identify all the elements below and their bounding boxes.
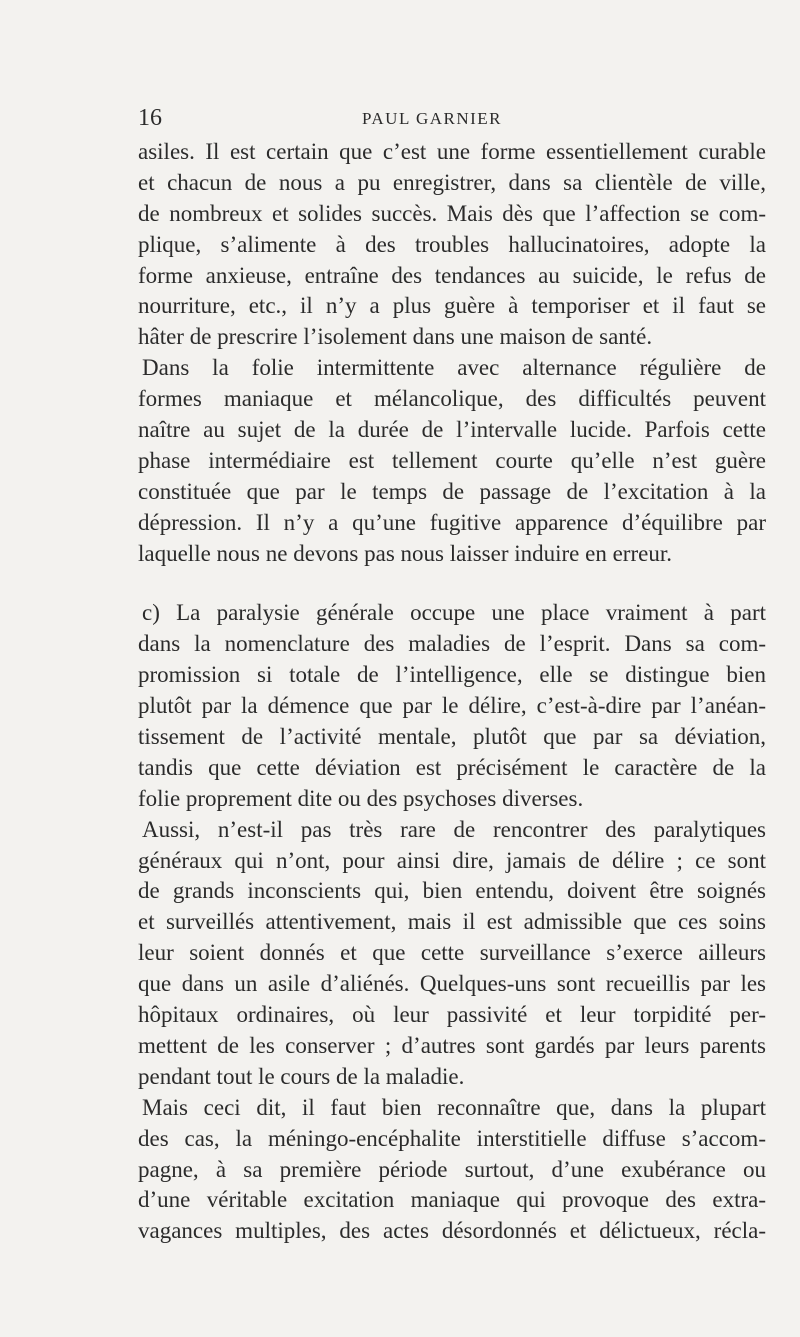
paragraph-gap <box>138 569 766 598</box>
text-line: généraux qui n’ont, pour ainsi dire, jamais de délire ; ce sont <box>138 847 766 873</box>
text-line: d’une véritable excitation maniaque qui provoque des extra- <box>138 1187 766 1213</box>
text-line: mettent de les conserver ; d’autres sont gardés par leurs parents <box>138 1032 766 1058</box>
text-line: leur soient donnés et que cette surveillance s’exerce ailleurs <box>138 940 766 966</box>
text-line: folie proprement dite ou des psychoses diverses. <box>138 785 584 811</box>
text-line: dans la nomenclature des maladies de l’esprit. Dans sa com- <box>138 631 766 657</box>
text-line: pendant tout le cours de la maladie. <box>138 1063 465 1089</box>
text-line: plique, s’alimente à des troubles hallucinatoires, adopte la <box>138 231 766 257</box>
text-line: tandis que cette déviation est précisément le caractère de la <box>138 754 766 780</box>
text-line: Mais ceci dit, il faut bien reconnaître que, dans la plupart <box>142 1094 766 1120</box>
text-line: dépression. Il n’y a qu’une fugitive apparence d’équilibre par <box>138 509 766 535</box>
text-line: nourriture, etc., il n’y a plus guère à temporiser et il faut se <box>138 293 766 319</box>
text-line: et chacun de nous a pu enregistrer, dans sa clientèle de ville, <box>138 169 766 195</box>
text-line: plutôt par la démence que par le délire, c’est-à-dire par l’anéan- <box>138 693 766 719</box>
running-head: PAUL GARNIER <box>362 109 503 128</box>
page-header <box>138 103 768 133</box>
text-line: Aussi, n’est-il pas très rare de rencontrer des paralytiques <box>142 816 766 842</box>
paragraph <box>138 598 766 814</box>
text-line: et surveillés attentivement, mais il est admissible que ces soins <box>138 909 766 935</box>
text-line: phase intermédiaire est tellement courte qu’elle n’est guère <box>138 447 766 473</box>
text-line: c) La paralysie générale occupe une place vraiment à part <box>142 600 766 626</box>
text-line: de grands inconscients qui, bien entendu, doivent être soignés <box>138 878 766 904</box>
paragraph <box>138 137 766 353</box>
text-line: forme anxieuse, entraîne des tendances au suicide, le refus de <box>138 262 766 288</box>
paragraph <box>138 353 766 569</box>
text-line: des cas, la méningo-encéphalite interstitielle diffuse s’accom- <box>138 1125 766 1151</box>
text-line: que dans un asile d’aliénés. Quelques-uns sont recueillis par les <box>138 971 766 997</box>
text-line: formes maniaque et mélancolique, des difficultés peuvent <box>138 386 766 412</box>
text-line: tissement de l’activité mentale, plutôt que par sa déviation, <box>138 724 766 750</box>
text-line: constituée que par le temps de passage de l’excitation à la <box>138 478 766 504</box>
body-text <box>138 137 766 1247</box>
text-line: vagances multiples, des actes désordonnés et délictueux, récla- <box>138 1218 766 1244</box>
text-line: promission si totale de l’intelligence, elle se distingue bien <box>138 662 766 688</box>
text-line: de nombreux et solides succès. Mais dès que l’affection se com- <box>138 200 766 226</box>
paragraph <box>138 1093 766 1247</box>
page-number: 16 <box>138 105 162 131</box>
text-line: pagne, à sa première période surtout, d’une exubérance ou <box>138 1156 766 1182</box>
text-line: asiles. Il est certain que c’est une forme essentiellement curable <box>138 139 766 164</box>
text-line: Dans la folie intermittente avec alternance régulière de <box>142 355 766 381</box>
text-line: laquelle nous ne devons pas nous laisser induire en erreur. <box>138 540 672 566</box>
text-line: hôpitaux ordinaires, où leur passivité et leur torpidité per- <box>138 1002 766 1028</box>
paragraph <box>138 815 766 1093</box>
text-line: naître au sujet de la durée de l’intervalle lucide. Parfois cette <box>138 417 766 443</box>
text-line: hâter de prescrire l’isolement dans une maison de santé. <box>138 324 653 350</box>
